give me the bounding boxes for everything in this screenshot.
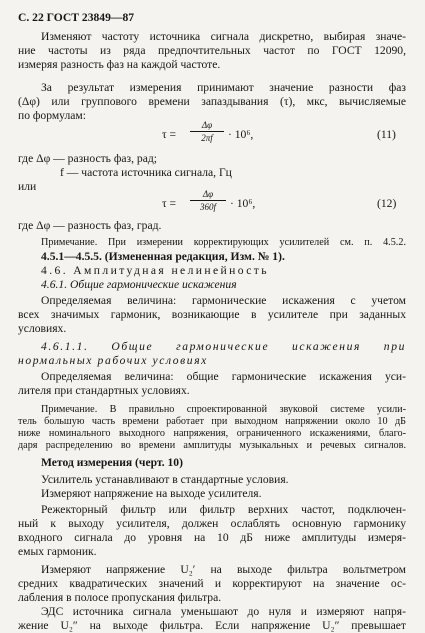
section-4-6-title: 4.6. Амплитудная нелинейность [41, 264, 269, 277]
para1-line1: Изменяют частоту источника сигнала дискретно, выбирая значе- [41, 30, 406, 43]
def1-line3: условиях. [18, 322, 67, 335]
note2-line2: тель большую часть времени работает при выходном напряжении около 10 дБ [18, 416, 406, 427]
formula-11-rhs: · 10⁶, [228, 128, 254, 141]
para2-line3: по формулам: [18, 109, 86, 122]
note2-line4: даря распределению во времени амплитуды музыкальных и речевых сигналов. [18, 440, 406, 451]
para1-line2: ние частоты из ряда предпочтительных частот по ГОСТ 12090, [18, 44, 406, 57]
formula-11-denominator: 2πf [201, 133, 213, 143]
or-word: или [18, 180, 37, 193]
para2-line2: (Δφ) или группового времени запаздывания (τ), мкс, вычисляемые [18, 95, 406, 108]
section-4-6-heading [41, 264, 269, 278]
formula-12-lhs: τ = [162, 197, 177, 210]
para1-line3: измеряя разность фаз на каждой частоте. [18, 58, 221, 71]
formula-12-fraction [190, 189, 226, 212]
step-line-3: Режекторный фильтр или фильтр верхних частот, подключен- [41, 503, 406, 516]
formula-11-number: (11) [377, 128, 396, 141]
formula-11-lhs: τ = [162, 128, 177, 141]
step-line-6: емых гармоник. [18, 545, 97, 558]
section-4-6-1-1-line2: нормальных рабочих условиях [18, 354, 208, 367]
para2-line1: За результат измерения принимают значение разности фаз [41, 81, 406, 94]
def1-line1: Определяемая величина: гармонические искажения с учетом [41, 294, 406, 307]
step-line-5: входного сигнала до уровня на 10 дБ ниже амплитуды измеря- [18, 531, 406, 544]
section-4-6-1-1-line1: 4.6.1.1. Общие гармонические искажения при [41, 340, 406, 353]
step-line-10: ЭДС источника сигнала уменьшают до нуля и измеряют напря- [41, 605, 406, 618]
formula-11-fraction [190, 120, 224, 143]
step-line-11: жение U₂″ на выходе фильтра. Если напряжение U₂″ превышает [18, 619, 406, 632]
step-line-7: Измеряют напряжение U₂′ на выходе фильтра вольтметром [41, 563, 406, 576]
method-heading: Метод измерения (черт. 10) [41, 456, 183, 469]
step-line-2: Измеряют напряжение на выходе усилителя. [41, 487, 262, 500]
where2-line: где Δφ — разность фаз, град. [18, 219, 162, 232]
note2-line3: ниже номинального выходного напряжения, ограниченного искажениями, благо- [18, 428, 406, 439]
def2-line1: Определяемая величина: общие гармонические искажения уси- [41, 370, 406, 383]
formula-12-number: (12) [377, 197, 397, 210]
page-header: С. 22 ГОСТ 23849—87 [18, 11, 135, 24]
step-line-8: средних квадратических значений и корректируют на значение ос- [18, 577, 406, 590]
section-4-6-1-heading: 4.6.1. Общие гармонические искажения [41, 278, 237, 291]
step-line-1: Усилитель устанавливают в стандартные условия. [41, 473, 289, 486]
amendment-line: 4.5.1—4.5.5. (Измененная редакция, Изм. № 1). [41, 250, 285, 263]
step-line-4: ный к выходу усилителя, должен ослаблять основную гармонику [18, 517, 406, 530]
formula-12-rhs: · 10⁶, [230, 197, 256, 210]
where1-line1: где Δφ — разность фаз, рад; [18, 152, 157, 165]
formula-12-denominator: 360f [199, 202, 216, 212]
def1-line2: всех значимых гармоник, возникающие в усилителе при заданных [18, 308, 406, 321]
formula-11-numerator: Δφ [190, 120, 224, 132]
where1-line2: f — частота источника сигнала, Гц [60, 166, 232, 179]
note1-line: Примечание. При измерении корректирующих усилителей см. п. 4.5.2. [41, 237, 406, 248]
step-line-9: лабления в полосе пропускания фильтра. [18, 591, 222, 604]
formula-12-numerator: Δφ [190, 189, 226, 201]
note2-line1: Примечание. В правильно спроектированной звуковой системе усили- [41, 404, 406, 415]
def2-line2: лителя при стандартных условиях. [18, 384, 190, 397]
